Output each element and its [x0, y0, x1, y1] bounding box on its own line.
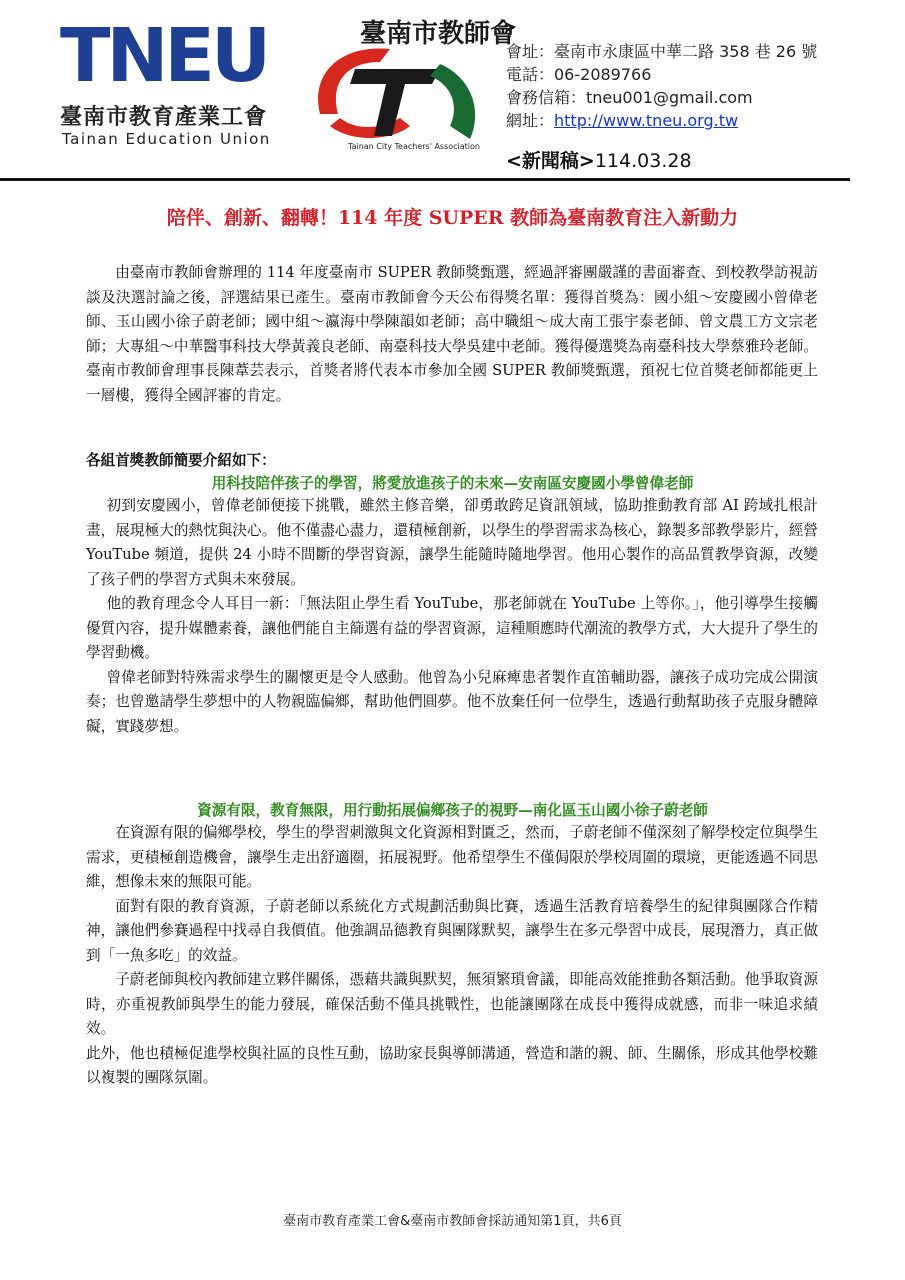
intro-paragraph: 由臺南市教師會辦理的 114 年度臺南市 SUPER 教師獎甄選，經過評審團嚴謹的書面審查、到校教學訪視訪談及決選討論之後，評選結果已產生。臺南市教師會今天公布得獎名單：獲得首獎為：國小組～安慶國小曾偉老師、玉山國小徐子蔚老師；國中組～瀛海中學陳韻如老師；高中職組～成大南工張宇泰老師、曾文農工方文宗老師；大專組～中華醫事科技大學黃義良老師、南臺科技大學吳建中老師。獲得優選獎為南臺科技大學蔡雅玲老師。臺南市教師會理事長陳葦芸表示，首獎者將代表本市參加全國 SUPER 教師獎甄選，預祝七位首獎老師都能更上一層樓，獲得全國評審的肯定。 — [86, 264, 818, 404]
contact-info — [506, 40, 817, 132]
section-heading: 各組首獎教師簡要介紹如下： — [86, 452, 276, 469]
header-divider — [0, 178, 850, 181]
profile-2-paragraph: 此外，他也積極促進學校與社區的良性互動，協助家長與導師溝通，營造和諧的親、師、生關係，形成其他學校難以複製的團隊氛圍。 — [86, 1044, 818, 1086]
teachers-association-logo — [300, 14, 517, 159]
page-footer: 臺南市教育產業工會&臺南市教師會採訪通知第1頁，共6頁 — [283, 1214, 622, 1229]
profile-2-paragraph: 子蔚老師與校內教師建立夥伴關係，憑藉共識與默契，無須繁瑣會議，即能高效能推動各類活動。他爭取資源時，亦重視教師與學生的能力發展，確保活動不僅具挑戰性，也能讓團隊在成長中獲得成就感，而非一味追求績效。 — [86, 971, 818, 1037]
email: 會務信箱：tneu001@gmail.com — [506, 88, 753, 107]
letterhead — [0, 0, 905, 186]
teachers-association-logo-text: 臺南市教師會 — [360, 19, 517, 49]
profile-heading-2: 資源有限，教育無限，用行動拓展偏鄉孩子的視野—南化區玉山國小徐子蔚老師 — [197, 802, 708, 819]
tneu-logo — [60, 13, 282, 148]
tneu-name-chinese: 臺南市教育產業工會 — [60, 105, 268, 130]
profile-heading-1: 用科技陪伴孩子的學習，將愛放進孩子的未來—安南區安慶國小學曾偉老師 — [211, 475, 694, 492]
profile-2-body — [86, 821, 818, 1091]
profile-1-paragraph: 初到安慶國小，曾偉老師便接下挑戰，雖然主修音樂，卻勇敢跨足資訊領域，協助推動教育部 AI 跨域扎根計畫，展現極大的熱忱與決心。他不僅盡心盡力，還積極創新，以學生的學習需求為核心，錄製多部教學影片，經營 YouTube 頻道，提供 24 小時不間斷的學習資源，讓學生能隨時隨地學習。他用心製作的高品質教學資源，改變了孩子們的學習方式與未來發展。 — [86, 497, 818, 588]
profile-1-body — [86, 494, 818, 739]
press-release-label: <新聞稿> — [506, 150, 595, 172]
press-release-tag — [506, 146, 692, 173]
profile-2-paragraph: 面對有限的教育資源，子蔚老師以系統化方式規劃活動與比賽，透過生活教育培養學生的紀律與團隊合作精神，讓他們參賽過程中找尋自我價值。他強調品德教育與團隊默契，讓學生在多元學習中成長，展現潛力，真正做到「一魚多吃」的效益。 — [86, 897, 818, 964]
tneu-name-english: Tainan Education Union — [62, 130, 271, 148]
website-link[interactable]: http://www.tneu.org.tw — [554, 111, 739, 130]
website — [506, 109, 817, 132]
profile-1-paragraph: 曾偉老師對特殊需求學生的關懷更是令人感動。他曾為小兒麻痺患者製作直笛輔助器，讓孩子成功完成公開演奏；也曾邀請學生夢想中的人物親臨偏鄉，幫助他們圓夢。他不放棄任何一位學生，透過行動幫助孩子克服身體障礙，實踐夢想。 — [86, 668, 818, 735]
address: 會址：臺南市永康區中華二路 358 巷 26 號 — [506, 42, 818, 61]
intro-paragraph-block — [86, 261, 818, 408]
profile-1-paragraph: 他的教育理念令人耳目一新：「無法阻止學生看 YouTube，那老師就在 YouTube 上等你。」，他引導學生接觸優質內容，提升媒體素養，讓他們能自主篩選有益的學習資源，這種順應時代潮流的教學方式，大大提升了學生的學習動機。 — [86, 595, 818, 661]
website-label: 網址： — [506, 111, 555, 130]
tneu-logo-mark: TNEU — [60, 13, 268, 99]
teachers-association-english-name: Tainan City Teachers' Association — [348, 142, 480, 151]
press-release-date: 114.03.28 — [594, 150, 692, 172]
profile-2-paragraph: 在資源有限的偏鄉學校，學生的學習刺激與文化資源相對匱乏，然而，子蔚老師不僅深刻了解學校定位與學生需求，更積極創造機會，讓學生走出舒適圈，拓展視野。他希望學生不僅侷限於學校周圍的環境，更能透過不同思維，想像未來的無限可能。 — [86, 824, 818, 890]
teachers-association-emblem-icon — [300, 14, 517, 159]
phone: 電話：06-2089766 — [506, 65, 652, 84]
document-title: 陪伴、創新、翻轉！114 年度 SUPER 教師為臺南教育注入新動力 — [166, 207, 739, 229]
